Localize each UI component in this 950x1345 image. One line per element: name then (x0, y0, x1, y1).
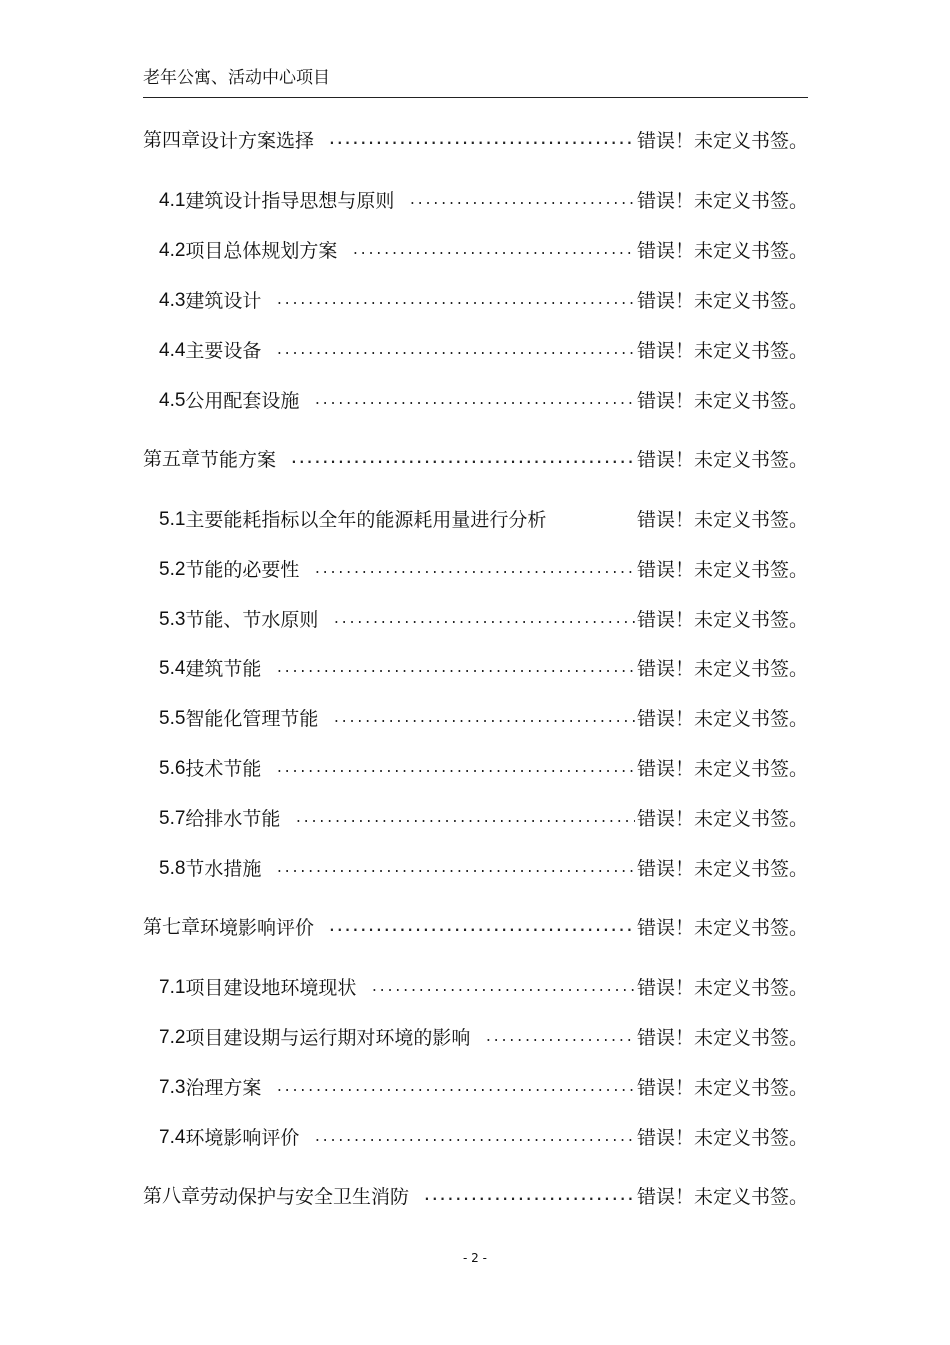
page-header-title: 老年公寓、活动中心项目 (143, 68, 330, 88)
toc-leader (313, 1125, 635, 1151)
toc-leader (290, 447, 635, 473)
toc-item-7-4[interactable] (143, 1125, 808, 1151)
toc-item-5-7[interactable] (143, 806, 808, 832)
toc-item-4-3[interactable] (143, 288, 808, 314)
toc-leader (313, 557, 635, 583)
toc-number: 5.7 (159, 808, 186, 829)
toc-page-ref: 错误！未定义书签。 (636, 390, 808, 412)
toc-leader (328, 128, 635, 154)
toc-item-7-2[interactable] (143, 1025, 808, 1051)
toc-title: 节水措施 (185, 858, 262, 880)
toc-title: 公用配套设施 (185, 390, 300, 412)
toc-leader (332, 706, 635, 732)
header-divider (143, 97, 808, 98)
toc-leader (328, 915, 635, 941)
toc-leader (408, 188, 635, 214)
toc-title: 项目总体规划方案 (185, 240, 338, 262)
toc-leader (332, 607, 635, 633)
toc-number: 5.4 (159, 658, 186, 679)
toc-leader (370, 975, 635, 1001)
toc-page-ref: 错误！未定义书签。 (636, 1127, 808, 1149)
toc-page-ref: 错误！未定义书签。 (636, 509, 808, 531)
toc-page-ref: 错误！未定义书签。 (636, 808, 808, 830)
toc-title: 项目建设地环境现状 (185, 977, 357, 999)
toc-title: 建筑设计指导思想与原则 (185, 190, 395, 212)
toc-page-ref: 错误！未定义书签。 (636, 758, 808, 780)
toc-number: 第八章 (143, 1186, 201, 1207)
toc-number: 5.1 (159, 509, 186, 530)
toc-page-ref: 错误！未定义书签。 (636, 708, 808, 730)
toc-page-ref: 错误！未定义书签。 (636, 977, 808, 999)
toc-leader (351, 238, 635, 264)
toc-number: 4.4 (159, 340, 186, 361)
toc-number: 5.2 (159, 559, 186, 580)
toc-page-ref: 错误！未定义书签。 (636, 290, 808, 312)
toc-number: 5.3 (159, 609, 186, 630)
toc-item-4-1[interactable] (143, 188, 808, 214)
toc-title: 项目建设期与运行期对环境的影响 (185, 1027, 471, 1049)
toc-leader (275, 656, 635, 682)
toc-title: 技术节能 (185, 758, 262, 780)
toc-title: 节能、节水原则 (185, 609, 319, 631)
toc-chapter-5[interactable] (143, 447, 808, 473)
toc-item-7-1[interactable] (143, 975, 808, 1001)
toc-number: 5.5 (159, 708, 186, 729)
toc-page-ref: 错误！未定义书签。 (636, 340, 808, 362)
toc-page-ref: 错误！未定义书签。 (636, 1027, 808, 1049)
toc-leader (484, 1025, 635, 1051)
toc-chapter-7[interactable] (143, 915, 808, 941)
toc-item-5-8[interactable] (143, 856, 808, 882)
toc-leader (275, 756, 635, 782)
toc-page-ref: 错误！未定义书签。 (636, 130, 808, 152)
toc-title: 主要能耗指标以全年的能源耗用量进行分析 (185, 509, 547, 531)
toc-page-ref: 错误！未定义书签。 (636, 449, 808, 471)
toc-number: 第七章 (143, 917, 201, 938)
toc-number: 7.3 (159, 1077, 186, 1098)
toc-leader (275, 288, 635, 314)
toc-number: 5.8 (159, 858, 186, 879)
toc-chapter-4[interactable] (143, 128, 808, 154)
toc-title: 给排水节能 (185, 808, 281, 830)
toc-leader (275, 856, 635, 882)
toc-number: 7.2 (159, 1027, 186, 1048)
toc-page-ref: 错误！未定义书签。 (636, 240, 808, 262)
toc-leader (313, 388, 635, 414)
toc-number: 第四章 (143, 130, 201, 151)
toc-title: 节能的必要性 (185, 559, 300, 581)
toc-leader (275, 338, 635, 364)
toc-title: 环境影响评价 (185, 1127, 300, 1149)
toc-title: 节能方案 (200, 449, 277, 471)
toc-title: 主要设备 (185, 340, 262, 362)
toc-item-5-2[interactable] (143, 557, 808, 583)
toc-title: 建筑设计 (185, 290, 262, 312)
toc-leader (423, 1184, 635, 1210)
toc-item-5-1[interactable] (143, 507, 808, 533)
toc-number: 第五章 (143, 449, 201, 470)
toc-leader (275, 1075, 635, 1101)
toc-item-5-5[interactable] (143, 706, 808, 732)
toc-title: 治理方案 (185, 1077, 262, 1099)
toc-item-5-6[interactable] (143, 756, 808, 782)
toc-item-4-2[interactable] (143, 238, 808, 264)
toc-number: 4.3 (159, 290, 186, 311)
toc-chapter-8[interactable] (143, 1184, 808, 1210)
toc-item-7-3[interactable] (143, 1075, 808, 1101)
toc-number: 5.6 (159, 758, 186, 779)
toc-page-ref: 错误！未定义书签。 (636, 609, 808, 631)
toc-page-ref: 错误！未定义书签。 (636, 1077, 808, 1099)
toc-title: 劳动保护与安全卫生消防 (200, 1186, 410, 1208)
toc-number: 4.5 (159, 390, 186, 411)
toc-title: 设计方案选择 (200, 130, 315, 152)
footer-page-number: - 2 - (463, 1251, 487, 1265)
toc-title: 环境影响评价 (200, 917, 315, 939)
toc-item-4-5[interactable] (143, 388, 808, 414)
toc-number: 7.1 (159, 977, 186, 998)
toc-page-ref: 错误！未定义书签。 (636, 1186, 808, 1208)
toc-page-ref: 错误！未定义书签。 (636, 858, 808, 880)
toc-leader (294, 806, 635, 832)
toc-number: 4.2 (159, 240, 186, 261)
toc-title: 建筑节能 (185, 658, 262, 680)
toc-title: 智能化管理节能 (185, 708, 319, 730)
toc-item-4-4[interactable] (143, 338, 808, 364)
toc-page-ref: 错误！未定义书签。 (636, 190, 808, 212)
toc-number: 7.4 (159, 1127, 186, 1148)
toc-page-ref: 错误！未定义书签。 (636, 559, 808, 581)
toc-page-ref: 错误！未定义书签。 (636, 658, 808, 680)
toc-item-5-4[interactable] (143, 656, 808, 682)
toc-number: 4.1 (159, 190, 186, 211)
toc-page-ref: 错误！未定义书签。 (636, 917, 808, 939)
toc-item-5-3[interactable] (143, 607, 808, 633)
